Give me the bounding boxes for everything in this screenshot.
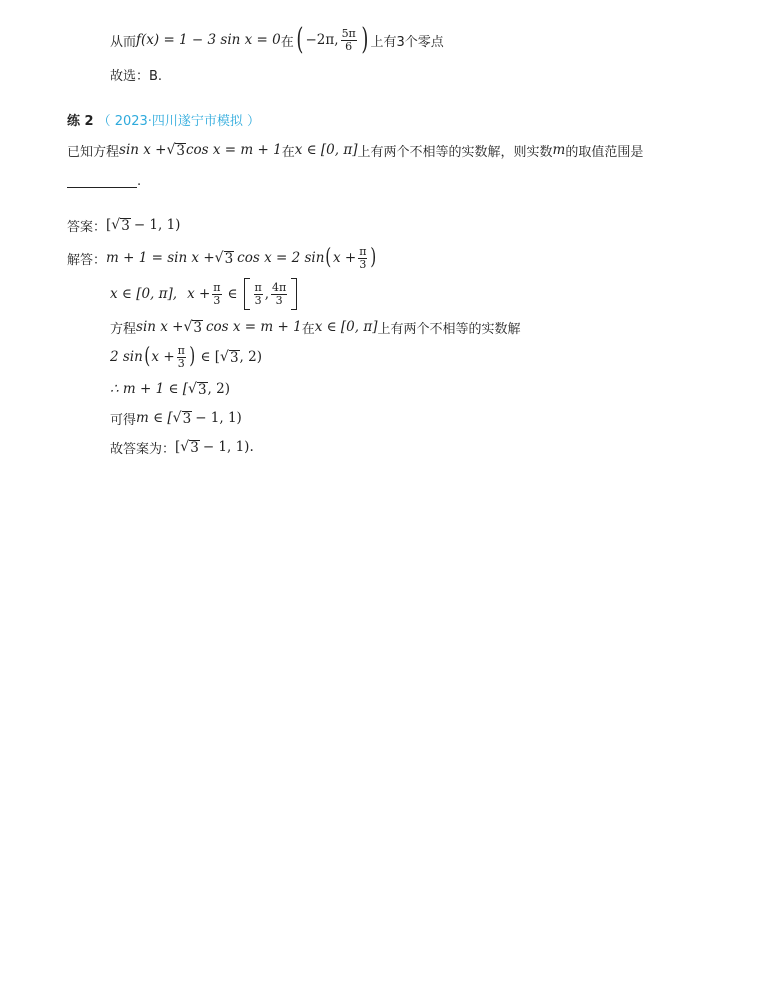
solution-line-6 [110, 407, 242, 429]
comma: , [264, 286, 270, 302]
sqrt-value: 3 [190, 440, 199, 456]
solution-label: 解答： [67, 252, 107, 268]
answer-line [67, 214, 180, 236]
pi-over-3 [212, 282, 221, 307]
exercise-label: 练 2 [67, 113, 94, 129]
sol1-b: cos x = 2 sin [237, 250, 325, 266]
sol4-end: , 2) [239, 349, 262, 365]
prev-equation: f(x) = 1 − 3 sin x = 0 [136, 32, 281, 48]
sqrt-value: 3 [121, 218, 130, 234]
sqrt-symbol: √ 3 [180, 439, 199, 456]
sqrt-symbol: √ 3 [166, 142, 185, 159]
left-paren: ( [144, 344, 151, 369]
sol2-b: x + [187, 286, 211, 302]
left-bracket [244, 278, 250, 310]
exercise-source: （ 2023·四川遂宁市模拟 ） [97, 113, 261, 129]
prev-suffix: 上有3个零点 [370, 34, 444, 50]
sol7-end: − 1, 1). [202, 439, 254, 455]
sol5-a: ∴ m + 1 ∈ [ [110, 381, 189, 397]
prev-solution-line [110, 22, 444, 58]
element-of: ∈ [227, 286, 238, 302]
sqrt-symbol: √ 3 [111, 217, 130, 234]
answer-blank-line [67, 172, 141, 190]
sol6-a: m ∈ [ [136, 410, 173, 426]
sol1-a: m + 1 = sin x + [106, 250, 215, 266]
sol4-a: 2 sin [110, 349, 143, 365]
stem-interval: x ∈ [0, π] [294, 142, 358, 158]
frac-den: 3 [359, 257, 367, 271]
sqrt-value: 3 [193, 320, 202, 336]
blank-tail: . [137, 173, 142, 189]
frac-num: 4π [272, 280, 287, 294]
sol7-a: [ [175, 439, 181, 455]
solution-line-2 [110, 276, 299, 312]
stem-eq-a: sin x + [119, 142, 167, 158]
sqrt-symbol: √ 3 [214, 250, 234, 267]
answer-blank [67, 175, 137, 188]
prev-choice [110, 64, 162, 84]
prev-fraction [341, 28, 357, 53]
sol2-a: x ∈ [0, π], [110, 286, 178, 302]
sqrt-value: 3 [197, 382, 207, 398]
sol4-c: x + [151, 349, 175, 365]
prev-prefix: 从而 [110, 34, 137, 50]
pi-over-3 [177, 345, 186, 370]
sol3-eq-a: sin x + [136, 319, 184, 335]
sqrt-symbol: √ 3 [183, 319, 202, 336]
stem-var: m [552, 142, 566, 158]
stem-prefix: 已知方程 [67, 144, 120, 160]
left-paren: ( [296, 22, 304, 57]
sqrt-value: 3 [176, 143, 185, 159]
frac-num: π [177, 343, 185, 357]
sqrt-value: 3 [182, 411, 192, 427]
choice-text: 故选：B. [110, 68, 163, 84]
sol4-in: ∈ [ [200, 349, 221, 365]
frac-den: 3 [177, 356, 185, 370]
answer-open: [ [106, 217, 112, 233]
frac-den: 3 [275, 293, 283, 307]
right-paren: ) [361, 22, 369, 57]
four-pi-over-3 [271, 282, 287, 307]
answer-rest: − 1, 1) [133, 217, 181, 233]
left-paren: ( [325, 245, 332, 270]
frac-num: π [359, 244, 367, 258]
sol6-prefix: 可得 [110, 412, 137, 428]
sol1-c: x + [333, 250, 357, 266]
frac-den: 6 [345, 39, 353, 53]
sol3-prefix: 方程 [110, 321, 137, 337]
right-bracket [291, 278, 297, 310]
sol3-eq-b: cos x = m + 1 [205, 319, 302, 335]
sqrt-symbol: √ 3 [220, 349, 239, 366]
sqrt-symbol: √ 3 [172, 410, 192, 427]
pi-over-3 [254, 282, 263, 307]
stem-text: 上有两个不相等的实数解，则实数 [357, 144, 553, 160]
sol3-interval: x ∈ [0, π] [314, 319, 378, 335]
sol3-suffix: 上有两个不相等的实数解 [377, 321, 521, 337]
sol5-end: , 2) [207, 381, 230, 397]
exercise-stem [67, 139, 643, 161]
frac-num: π [254, 280, 262, 294]
frac-den: 3 [254, 293, 262, 307]
stem-suffix: 的取值范围是 [565, 144, 644, 160]
pi-over-3 [358, 246, 367, 271]
sqrt-value: 3 [224, 251, 234, 267]
solution-line-4 [110, 340, 262, 374]
sol6-end: − 1, 1) [195, 410, 242, 426]
solution-line-7 [110, 436, 254, 458]
solution-line-5 [110, 378, 230, 400]
right-paren: ) [370, 245, 377, 270]
sol3-mid: 在 [301, 321, 315, 337]
solution-line-3 [110, 316, 521, 338]
solution-line-1 [67, 241, 378, 275]
sqrt-symbol: √ 3 [188, 381, 207, 398]
answer-label: 答案： [67, 219, 107, 235]
frac-den: 3 [213, 293, 221, 307]
stem-eq-b: cos x = m + 1 [185, 142, 282, 158]
stem-mid: 在 [281, 144, 295, 160]
right-paren: ) [189, 344, 196, 369]
prev-interval-left: −2π, [305, 32, 339, 48]
sqrt-value: 3 [229, 350, 239, 366]
sol7-prefix: 故答案为： [110, 441, 176, 457]
prev-zai: 在 [280, 34, 294, 50]
frac-num: π [213, 280, 221, 294]
frac-num: 5π [341, 26, 356, 40]
exercise-title [67, 109, 260, 129]
